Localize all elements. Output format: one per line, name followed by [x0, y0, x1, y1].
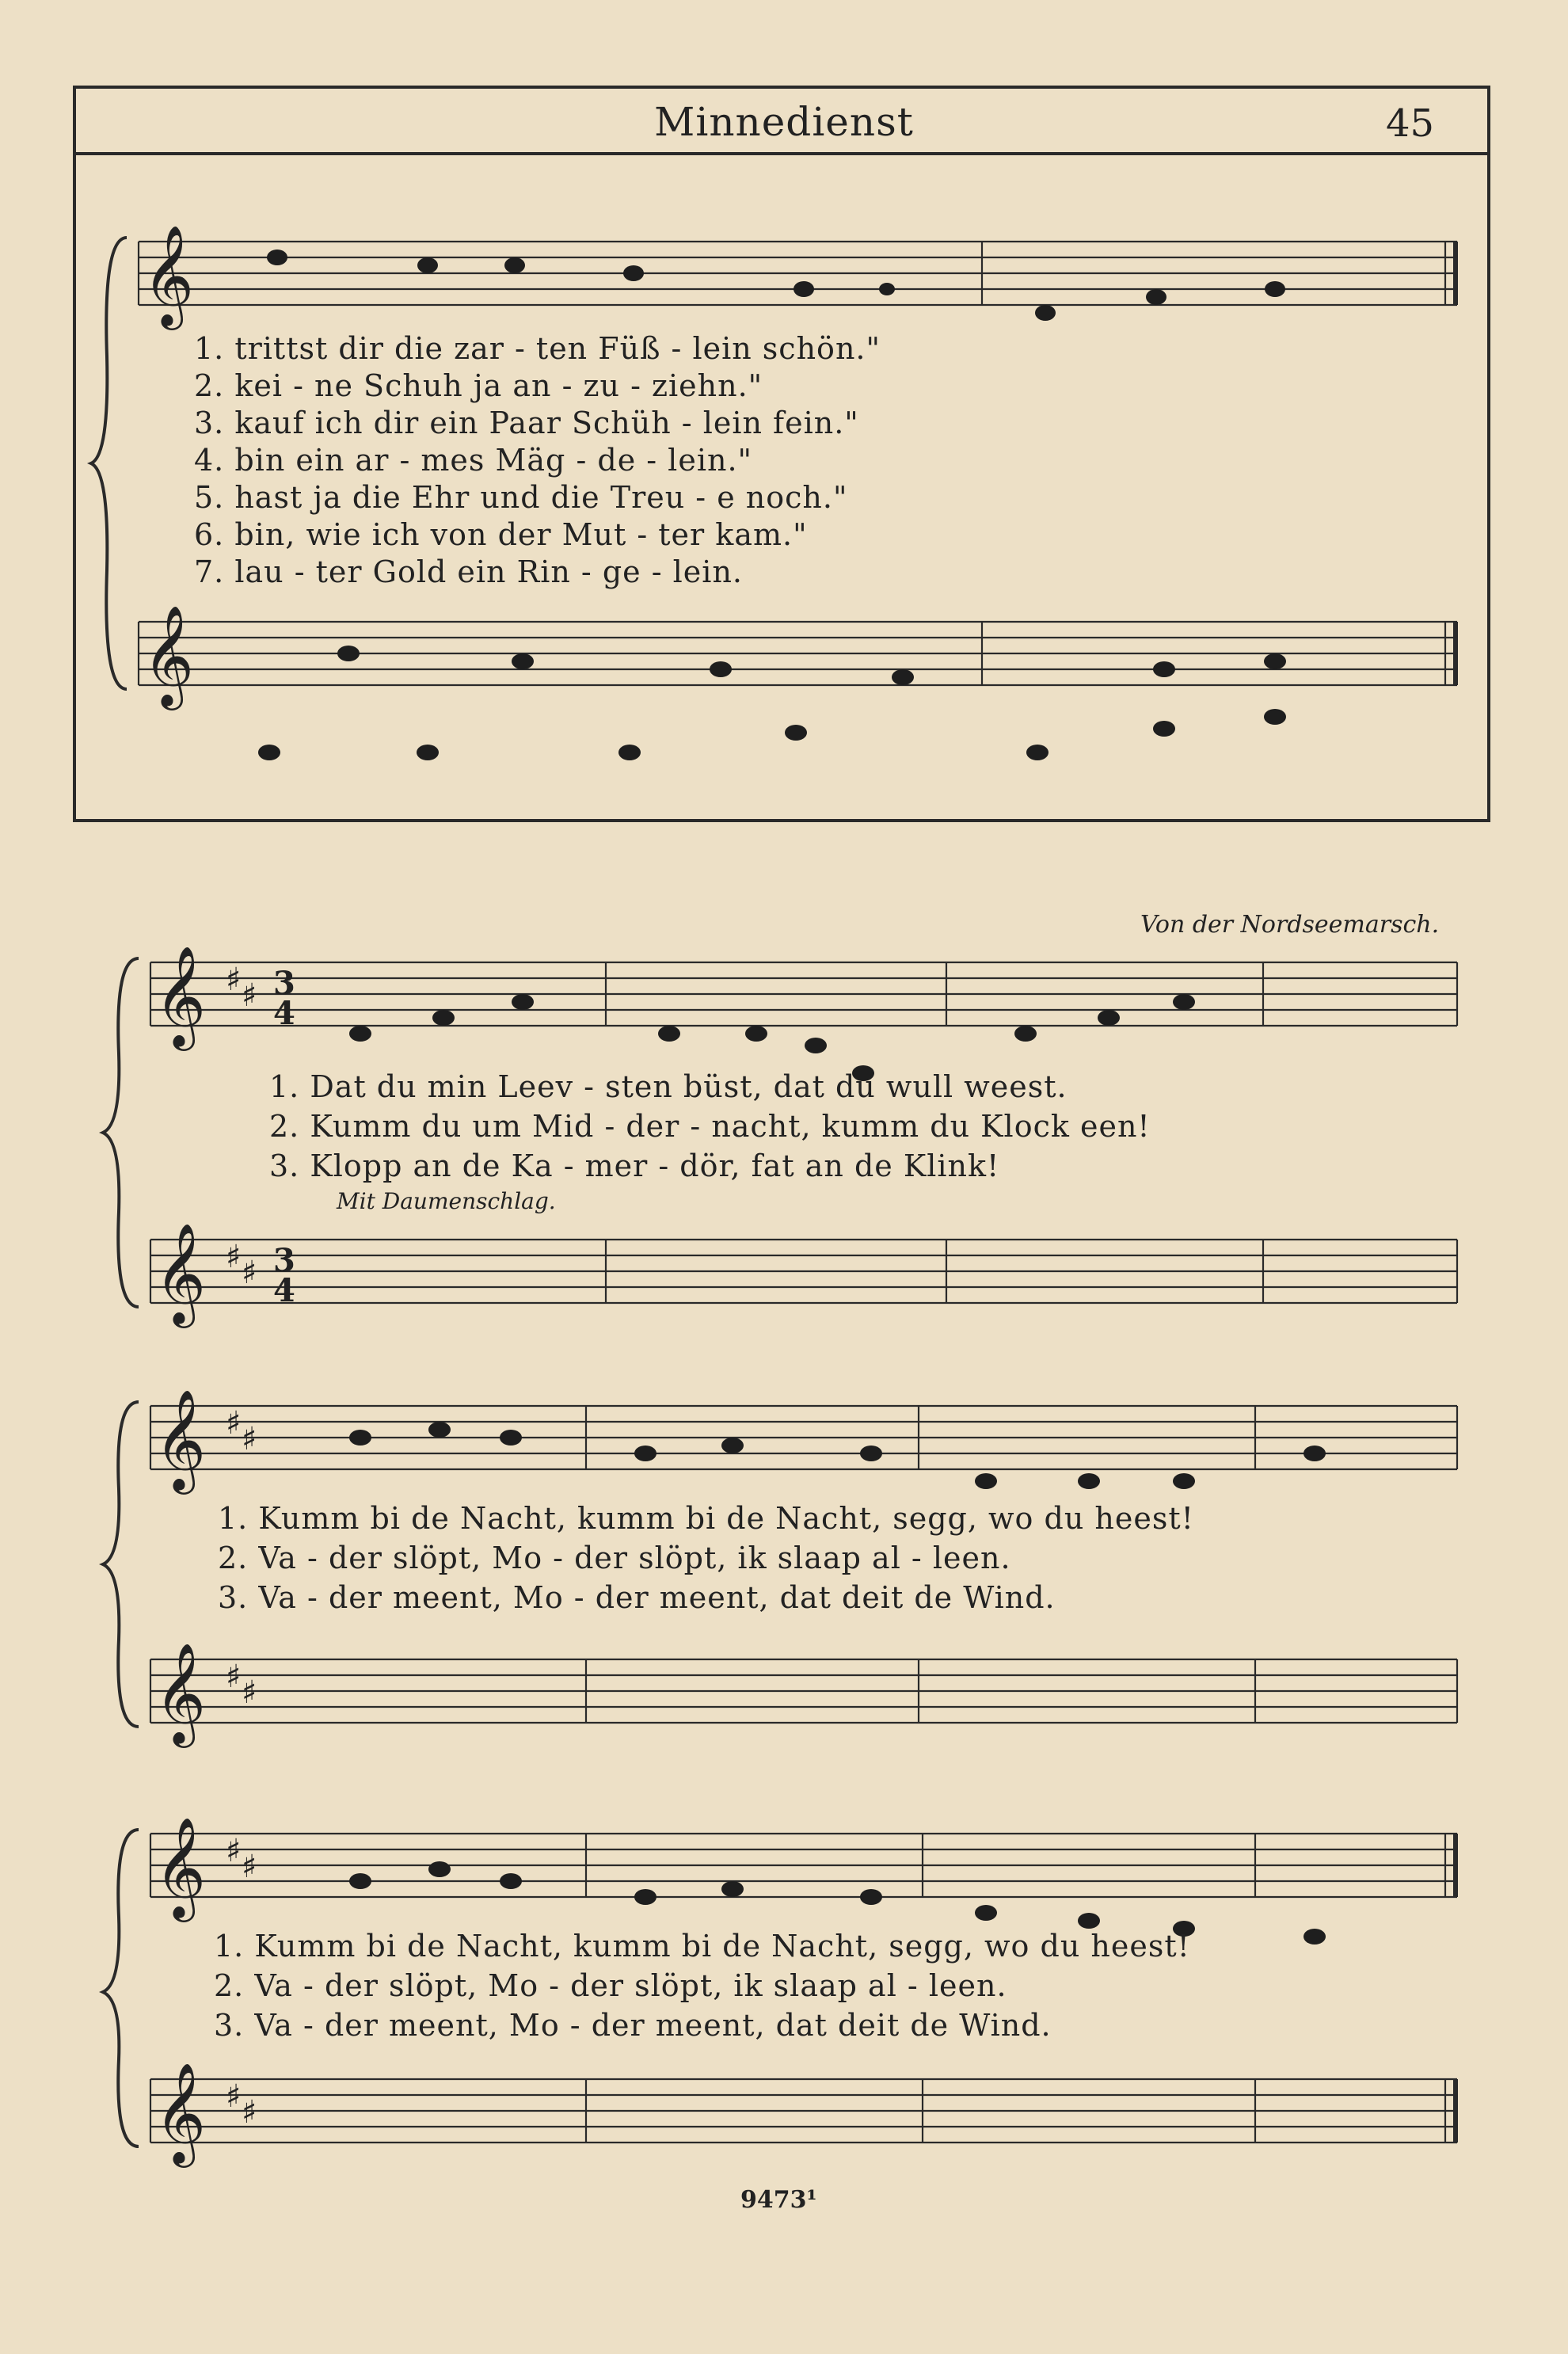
refrain-b-3: 3. Va - der meent, Mo - der meent, dat deit de Wind.: [214, 2008, 1052, 2043]
song1-lyric-7: 7. lau - ter Gold ein Rin - ge - lein.: [194, 554, 743, 589]
song1-piano-staff: [139, 622, 1457, 685]
time-sig-icon: 3: [273, 965, 295, 1002]
sharp-icon: ♯: [226, 1405, 242, 1442]
sharp-icon: ♯: [242, 2094, 257, 2131]
treble-clef-icon: 𝄞: [154, 2062, 207, 2163]
refrain-b-2: 2. Va - der slöpt, Mo - der slöpt, ik slaap al - leen.: [214, 1968, 1007, 2003]
treble-clef-icon: 𝄞: [154, 1388, 207, 1490]
song1-lyric-6: 6. bin, wie ich von der Mut - ter kam.": [194, 517, 808, 552]
refrain-b-1: 1. Kumm bi de Nacht, kumm bi de Nacht, segg, wo du heest!: [214, 1929, 1190, 1964]
song2-verse-3: 3. Klopp an de Ka - mer - dör, fat an de Klink!: [269, 1148, 1000, 1183]
song2-verse-2: 2. Kumm du um Mid - der - nacht, kumm du Klock een!: [269, 1109, 1151, 1144]
brace-song2-3: [103, 1830, 139, 2146]
page-title: Minnedienst: [654, 99, 914, 145]
time-sig-icon: 4: [273, 995, 295, 1032]
treble-clef-icon: 𝄞: [143, 604, 195, 706]
catalog-number: 9473¹: [740, 2186, 817, 2214]
time-sig-icon: 4: [273, 1272, 295, 1309]
treble-clef-icon: 𝄞: [143, 224, 195, 326]
brace-song2-1: [103, 958, 139, 1307]
sharp-icon: ♯: [226, 1239, 242, 1275]
song2-verse-1: 1. Dat du min Leev - sten büst, dat du wull weest.: [269, 1069, 1068, 1104]
treble-clef-icon: 𝄞: [154, 1816, 207, 1918]
sharp-icon: ♯: [242, 1421, 257, 1457]
treble-clef-icon: 𝄞: [154, 1222, 207, 1324]
page-number: 45: [1386, 101, 1435, 146]
treble-clef-icon: 𝄞: [154, 1642, 207, 1743]
sharp-icon: ♯: [226, 1659, 242, 1695]
sharp-icon: ♯: [242, 1674, 257, 1711]
time-sig-icon: 3: [273, 1242, 295, 1279]
brace-song1: [91, 238, 127, 689]
song1-lyric-3: 3. kauf ich dir ein Paar Schüh - lein fein.": [194, 406, 859, 440]
sharp-icon: ♯: [226, 2078, 242, 2115]
sharp-icon: ♯: [242, 977, 257, 1014]
refrain-a-3: 3. Va - der meent, Mo - der meent, dat deit de Wind.: [218, 1580, 1056, 1615]
refrain-a-1: 1. Kumm bi de Nacht, kumm bi de Nacht, segg, wo du heest!: [218, 1501, 1194, 1536]
treble-clef-icon: 𝄞: [154, 945, 207, 1046]
sharp-icon: ♯: [226, 962, 242, 998]
song1-lyric-2: 2. kei - ne Schuh ja an - zu - ziehn.": [194, 368, 763, 403]
brace-song2-2: [103, 1402, 139, 1727]
song-source: Von der Nordseemarsch.: [1140, 911, 1440, 939]
song1-lyric-5: 5. hast ja die Ehr und die Treu - e noch.": [194, 480, 848, 515]
song1-lyric-4: 4. bin ein ar - mes Mäg - de - lein.": [194, 443, 753, 478]
accompaniment-hint: Mit Daumenschlag.: [337, 1188, 556, 1214]
sharp-icon: ♯: [226, 1833, 242, 1869]
sharp-icon: ♯: [242, 1255, 257, 1291]
song1-lyric-1: 1. trittst dir die zar - ten Füß - lein schön.": [194, 331, 881, 366]
refrain-a-2: 2. Va - der slöpt, Mo - der slöpt, ik slaap al - leen.: [218, 1541, 1011, 1575]
sharp-icon: ♯: [242, 1849, 257, 1885]
